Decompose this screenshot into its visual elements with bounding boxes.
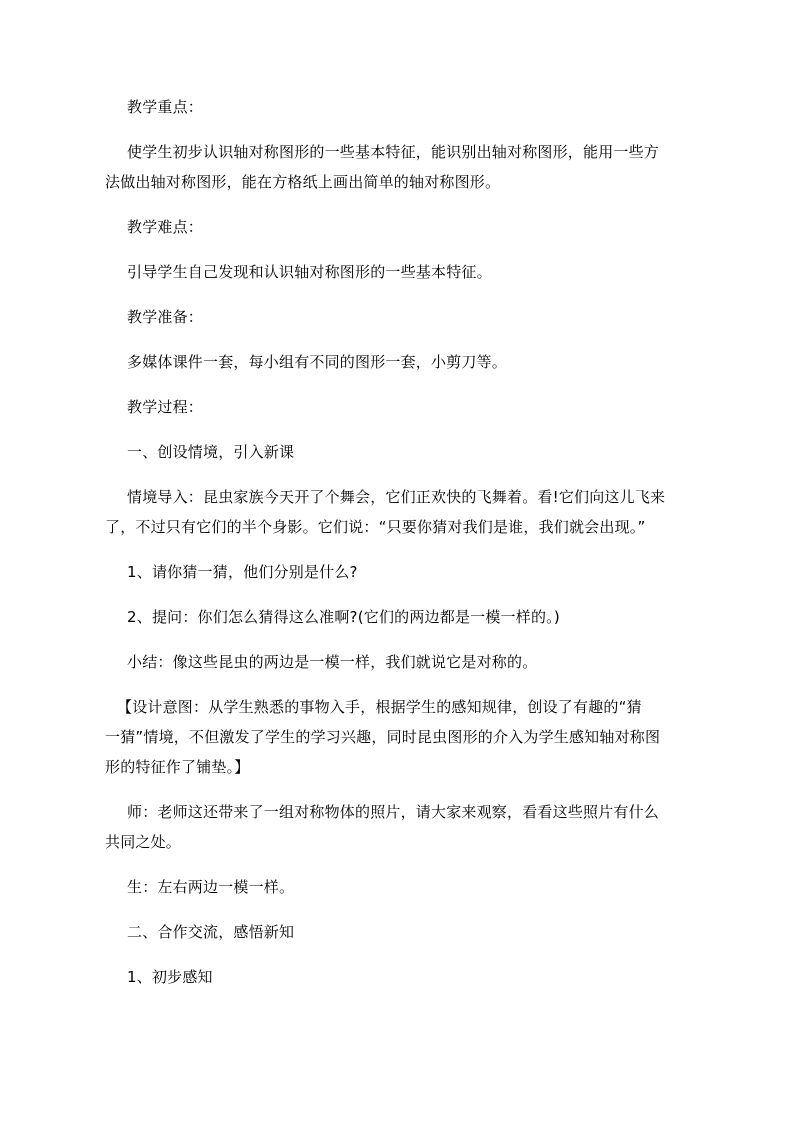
section-heading-1: 一、创设情境，引入新课: [127, 443, 295, 461]
heading-teaching-process: 教学过程：: [127, 398, 204, 416]
heading-teaching-prep: 教学准备：: [127, 308, 204, 326]
paragraph-scenario-line-2: 了，不过只有它们的半个身影。它们说：“只要你猜对我们是谁，我们就会出现。”: [105, 518, 646, 536]
paragraph-summary: 小结：像这些昆虫的两边是一模一样，我们就说它是对称的。: [127, 653, 538, 671]
paragraph-design-line-3: 形的特征作了铺垫。】: [105, 758, 250, 776]
heading-teaching-focus: 教学重点：: [127, 98, 204, 116]
paragraph-design-line-2: 一猜”情境，不但激发了学生的学习兴趣，同时昆虫图形的介入为学生感知轴对称图: [105, 728, 661, 746]
list-item-1: 1、请你猜一猜，他们分别是什么?: [127, 563, 358, 581]
paragraph-student: 生：左右两边一模一样。: [127, 878, 295, 896]
subsection-heading-1: 1、初步感知: [127, 968, 213, 986]
section-heading-2: 二、合作交流，感悟新知: [127, 923, 295, 941]
paragraph-design-line-1: 【设计意图：从学生熟悉的事物入手，根据学生的感知规律，创设了有趣的“猜: [117, 698, 642, 716]
paragraph-scenario-line-1: 情境导入：昆虫家族今天开了个舞会，它们正欢快的飞舞着。看!它们向这儿飞来: [127, 488, 666, 506]
paragraph-focus-line-2: 法做出轴对称图形，能在方格纸上画出简单的轴对称图形。: [105, 173, 501, 191]
list-item-2: 2、提问：你们怎么猜得这么准啊?(它们的两边都是一模一样的。): [127, 608, 560, 626]
paragraph-difficulty: 引导学生自己发现和认识轴对称图形的一些基本特征。: [127, 263, 492, 281]
heading-teaching-difficulty: 教学难点：: [127, 218, 204, 236]
paragraph-teacher-line-2: 共同之处。: [105, 833, 182, 851]
paragraph-teacher-line-1: 师：老师这还带来了一组对称物体的照片，请大家来观察，看看这些照片有什么: [127, 803, 660, 821]
paragraph-prep: 多媒体课件一套，每小组有不同的图形一套，小剪刀等。: [127, 353, 508, 371]
paragraph-focus-line-1: 使学生初步认识轴对称图形的一些基本特征，能识别出轴对称图形，能用一些方: [127, 143, 660, 161]
